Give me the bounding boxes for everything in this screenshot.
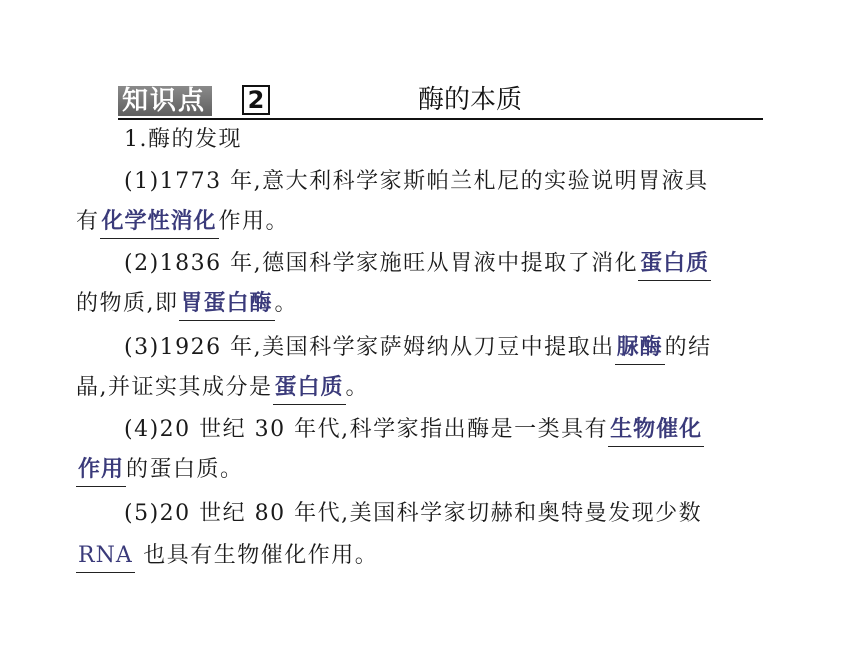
answer-blank: 脲酶 [615, 332, 665, 365]
section-header [118, 84, 763, 120]
item4-line1 [124, 414, 704, 447]
item2-line2 [76, 288, 298, 321]
item2-line1 [124, 248, 711, 281]
item5-text: (5)20 世纪 80 年代,美国科学家切赫和奥特曼发现少数 [124, 501, 703, 526]
knowledge-point-tag: 知识点 [118, 86, 212, 116]
answer-blank: 蛋白质 [638, 248, 711, 281]
item3-text: (3)1926 年,美国科学家萨姆纳从刀豆中提取出 [124, 335, 615, 360]
item5-text: 也具有生物催化作用。 [134, 543, 379, 568]
item3-line1 [124, 332, 712, 365]
item5-line2 [76, 540, 378, 573]
item3-line2 [76, 372, 369, 405]
answer-blank: 蛋白质 [273, 372, 346, 405]
item1-line2 [76, 206, 289, 239]
answer-blank: 胃蛋白酶 [179, 288, 275, 321]
item1-text: 有 [76, 209, 100, 234]
item2-text: 。 [274, 291, 299, 316]
item4-line2 [76, 454, 244, 487]
subsection-title: 1.酶的发现 [124, 127, 242, 152]
item1-line1 [124, 166, 709, 198]
item3-text: 晶,并证实其成分是 [76, 375, 273, 400]
answer-blank: 化学性消化 [100, 206, 219, 239]
item1-text: 作用。 [218, 209, 290, 234]
item2-text: 的物质,即 [76, 291, 179, 316]
answer-blank: 作用 [76, 454, 126, 487]
answer-blank: 生物催化 [608, 414, 704, 447]
item4-text: (4)20 世纪 30 年代,科学家指出酶是一类具有 [124, 417, 609, 442]
item4-text: 的蛋白质。 [126, 457, 244, 482]
item1-text: (1)1773 年,意大利科学家斯帕兰札尼的实验说明胃液具 [124, 169, 709, 194]
knowledge-point-number: 2 [242, 85, 270, 115]
item3-text: 。 [345, 375, 370, 400]
item2-text: (2)1836 年,德国科学家施旺从胃液中提取了消化 [124, 251, 639, 276]
answer-blank: RNA [76, 540, 135, 573]
section-title: 酶的本质 [418, 85, 523, 115]
item3-text: 的结 [664, 335, 712, 360]
item5-line1 [124, 498, 702, 530]
